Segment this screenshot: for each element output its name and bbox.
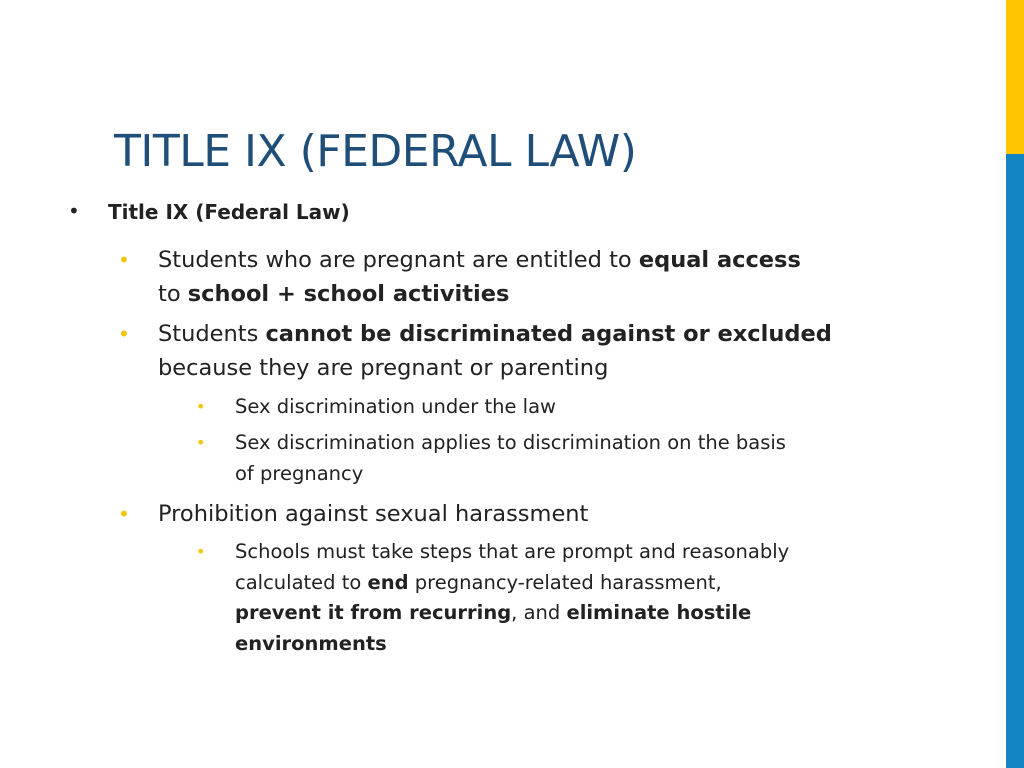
- text-line: Sex discrimination under the law: [235, 395, 556, 418]
- bullet-level1-text: Title IX (Federal Law): [108, 200, 350, 224]
- bold-text-run: cannot be discriminated against or excluded: [265, 321, 832, 347]
- sub-bullet-text: [158, 317, 898, 385]
- text-run: pregnancy-related harassment,: [408, 570, 722, 594]
- bold-text-run: prevent it from recurring: [235, 601, 512, 624]
- sub-bullet-text: [235, 428, 895, 489]
- bold-text-run: environments: [235, 631, 387, 655]
- text-line: [158, 243, 898, 277]
- bullet-marker: •: [68, 199, 80, 223]
- sub-bullet-text: [158, 497, 898, 531]
- bold-text-run: end: [367, 570, 409, 594]
- text-line: Sex discrimination applies to discrimination on the basis: [235, 431, 786, 454]
- text-line: Schools must take steps that are prompt and reasonably: [235, 540, 790, 563]
- sub-bullet-marker: •: [118, 248, 130, 272]
- text-run: , and: [511, 601, 567, 624]
- text-line: [158, 317, 898, 351]
- text-line: [235, 629, 895, 660]
- text-line: [235, 598, 895, 629]
- text-line: because they are pregnant or parenting: [158, 355, 609, 381]
- accent-bar: [1006, 0, 1024, 768]
- sub-bullet-marker: •: [118, 322, 130, 346]
- text-run: Students who are pregnant are entitled to: [158, 247, 639, 273]
- text-run: to: [158, 281, 188, 307]
- text-run: calculated to: [235, 570, 368, 594]
- text-line: [158, 277, 898, 311]
- sub-bullet-marker: •: [118, 502, 130, 526]
- sub-bullet-text: [235, 392, 895, 423]
- bold-text-run: school + school activities: [187, 281, 510, 307]
- accent-bar-blue: [1006, 154, 1024, 768]
- text-line: Prohibition against sexual harassment: [158, 501, 589, 527]
- sub-bullet-text: [235, 537, 895, 659]
- sub-bullet-text: [158, 243, 898, 311]
- text-run: Students: [158, 321, 266, 347]
- text-line: of pregnancy: [235, 461, 364, 485]
- accent-bar-yellow: [1006, 0, 1024, 154]
- text-line: [235, 568, 895, 599]
- slide-title: TITLE IX (FEDERAL LAW): [114, 126, 637, 177]
- sub-bullet-marker: •: [196, 542, 206, 561]
- bold-text-run: eliminate hostile: [566, 601, 752, 624]
- sub-bullet-marker: •: [196, 397, 206, 416]
- sub-bullet-marker: •: [196, 433, 206, 452]
- bold-text-run: equal access: [638, 247, 801, 273]
